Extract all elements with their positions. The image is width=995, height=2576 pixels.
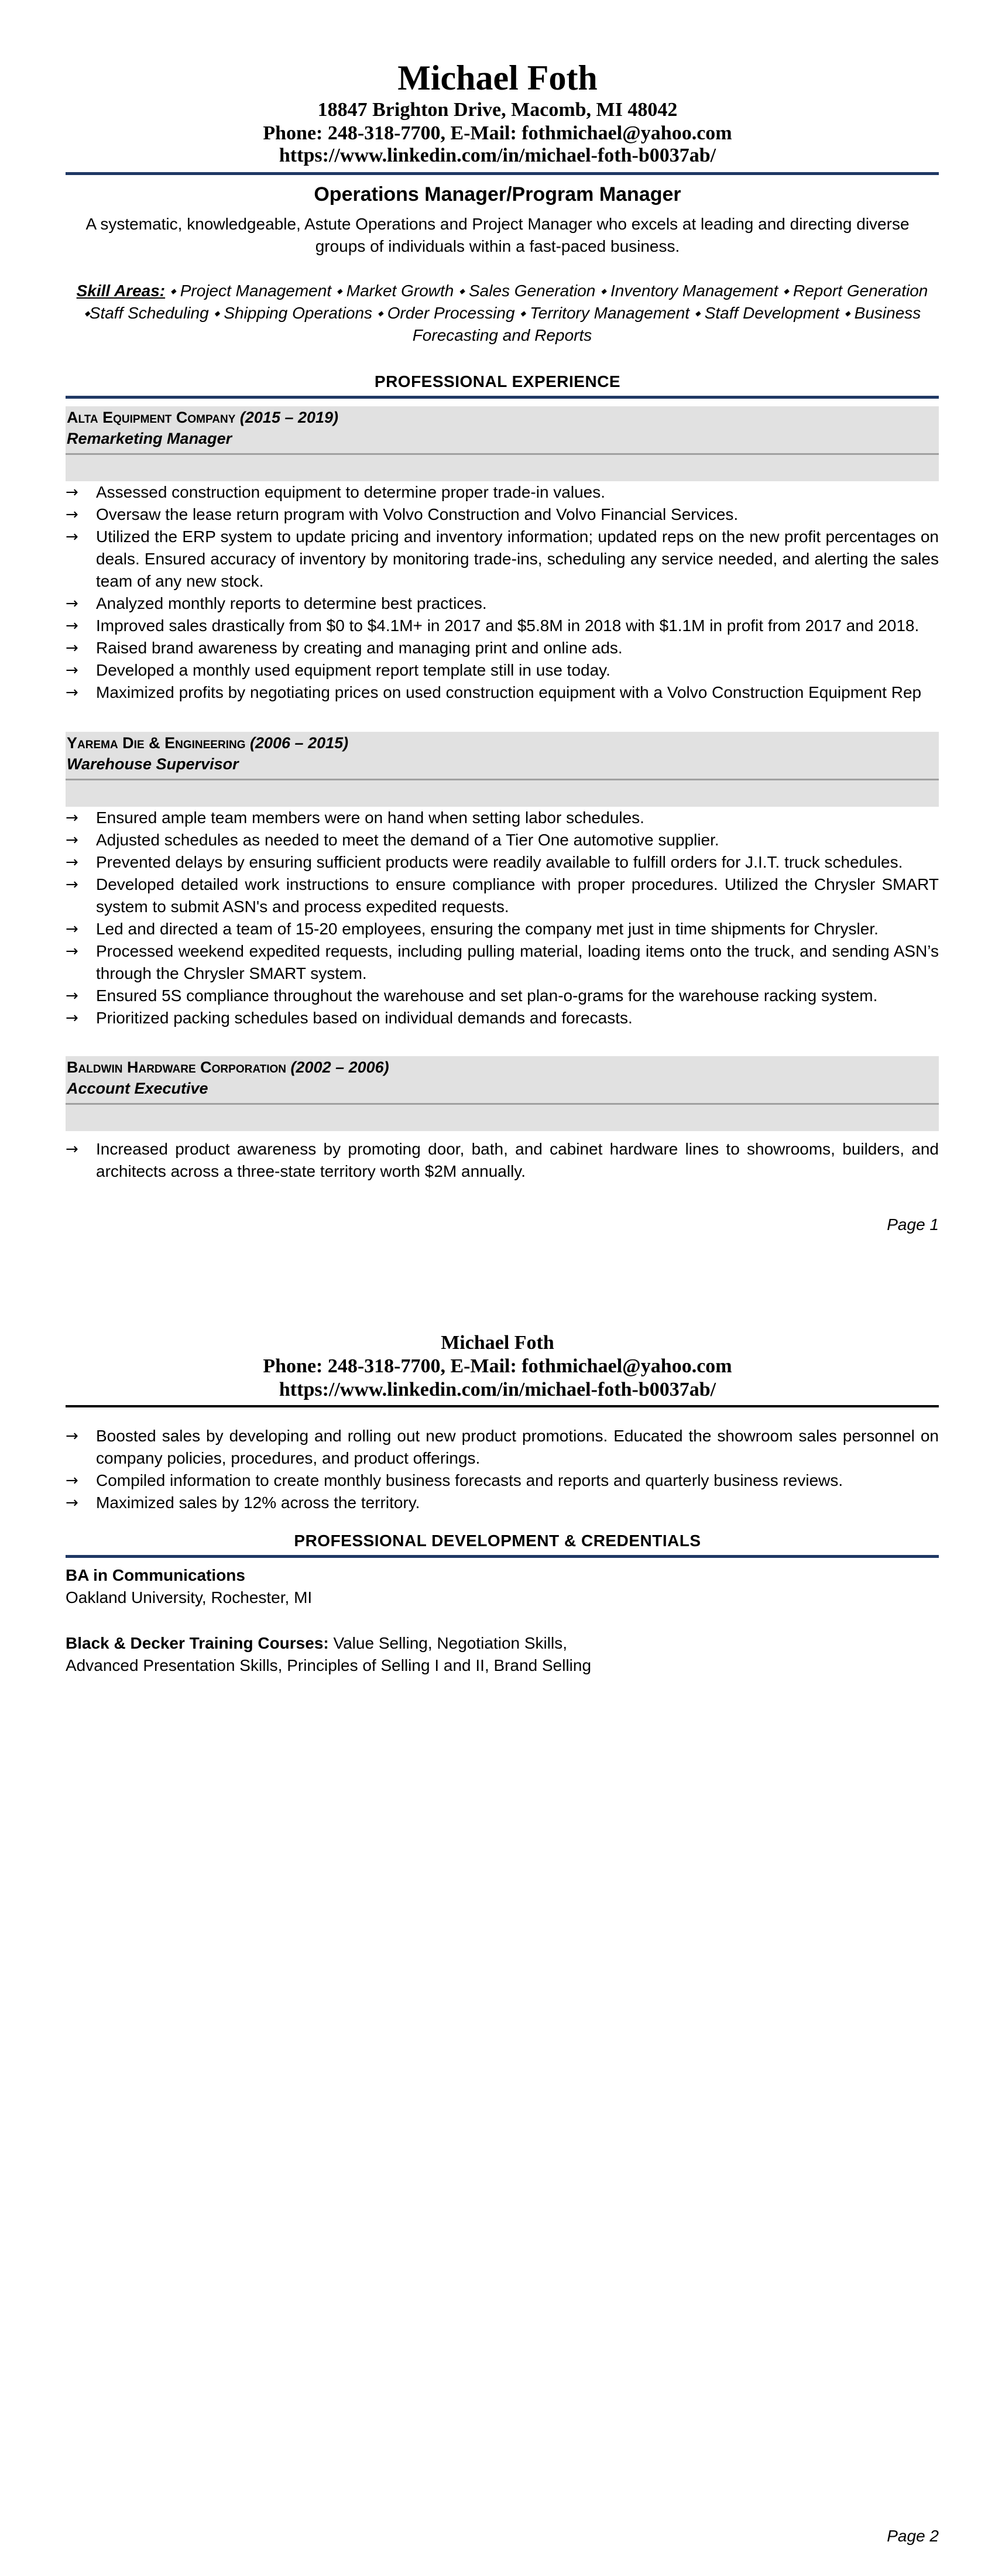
list-item: → Maximized sales by 12% across the territory. xyxy=(66,1492,939,1514)
arrow-bullet-icon: → xyxy=(66,809,78,827)
list-item: → Compiled information to create monthly business forecasts and reports and quarterly business reviews. xyxy=(66,1469,939,1492)
page-number: Page 1 xyxy=(887,1215,939,1234)
job-dates: (2006 – 2015) xyxy=(250,734,349,752)
experience-rule xyxy=(66,396,939,399)
job-header-baldwin xyxy=(66,1056,939,1131)
school: Oakland University, Rochester, MI xyxy=(66,1588,313,1606)
company-name: Yarema Die & Engineering xyxy=(67,734,246,752)
job-bullets-alta xyxy=(66,481,939,704)
arrow-bullet-icon: → xyxy=(66,662,78,679)
training-list-1: Value Selling, Negotiation Skills, xyxy=(328,1634,567,1652)
arrow-bullet-icon: → xyxy=(66,831,78,849)
arrow-bullet-icon: → xyxy=(66,943,78,960)
arrow-bullet-icon: → xyxy=(66,617,78,635)
job-dates: (2002 – 2006) xyxy=(290,1059,389,1076)
credentials-title: PROFESSIONAL DEVELOPMENT & CREDENTIALS xyxy=(294,1532,701,1550)
skill-areas xyxy=(66,280,939,347)
arrow-bullet-icon: → xyxy=(66,595,78,612)
job-company xyxy=(67,409,338,427)
credentials-rule xyxy=(66,1555,939,1558)
arrow-bullet-icon: → xyxy=(66,1427,78,1445)
list-item: → Developed detailed work instructions to ensure compliance with proper procedures. Utilized the Chrysler SMART system to submit ASN's and process expedited requests. xyxy=(66,873,939,918)
job-divider xyxy=(66,779,939,780)
list-item: → Ensured ample team members were on hand when setting labor schedules. xyxy=(66,807,939,829)
job-role: Account Executive xyxy=(67,1080,208,1097)
arrow-bullet-icon: → xyxy=(66,506,78,523)
header-rule xyxy=(66,1405,939,1407)
arrow-bullet-icon: → xyxy=(66,1140,78,1158)
arrow-bullet-icon: → xyxy=(66,876,78,893)
training-courses xyxy=(66,1632,939,1654)
resume-page-2 xyxy=(0,1288,995,2576)
arrow-bullet-icon: → xyxy=(66,528,78,546)
arrow-bullet-icon: → xyxy=(66,684,78,701)
list-item: → Increased product awareness by promoting door, bath, and cabinet hardware lines to showrooms, builders, and architects across a three-state territory worth $2M annually. xyxy=(66,1138,939,1183)
list-item: → Prioritized packing schedules based on individual demands and forecasts. xyxy=(66,1007,939,1029)
skill-areas-list: ⬩ Project Management ⬩ Market Growth ⬩ Sales Generation ⬩ Inventory Management ⬩ Report Generation ⬩Staff Scheduling ⬩ Shipping Operations ⬩ Order Processing ⬩ Territory Management ⬩ Staff Development ⬩ Business Forecasting and Reports xyxy=(83,282,928,344)
company-name: Baldwin Hardware Corporation xyxy=(67,1059,287,1076)
training-list-2: Advanced Presentation Skills, Principles of Selling I and II, Brand Selling xyxy=(66,1656,592,1674)
list-item: → Adjusted schedules as needed to meet the demand of a Tier One automotive supplier. xyxy=(66,829,939,851)
arrow-bullet-icon: → xyxy=(66,484,78,501)
address-line: 18847 Brighton Drive, Macomb, MI 48042 xyxy=(317,99,678,121)
job-bullets-yarema xyxy=(66,807,939,1029)
list-item: → Ensured 5S compliance throughout the warehouse and set plan-o-grams for the warehouse racking system. xyxy=(66,985,939,1007)
list-item: → Raised brand awareness by creating and managing print and online ads. xyxy=(66,637,939,659)
list-item: → Utilized the ERP system to update pricing and inventory information; updated reps on the new profit percentages on deals. Ensured accuracy of inventory by monitoring trade-ins, scheduling any service needed, and alerting the sales team of any new stock. xyxy=(66,526,939,592)
job-role: Warehouse Supervisor xyxy=(67,755,239,773)
list-item: → Led and directed a team of 15-20 employees, ensuring the company met just in time shipments for Chrysler. xyxy=(66,918,939,940)
arrow-bullet-icon: → xyxy=(66,639,78,657)
candidate-name: Michael Foth xyxy=(441,1332,554,1354)
degree xyxy=(66,1564,939,1587)
list-item: → Improved sales drastically from $0 to $4.1M+ in 2017 and $5.8M in 2018 with $1.1M in profit from 2017 and 2018. xyxy=(66,615,939,637)
job-divider xyxy=(66,1103,939,1105)
job-role: Remarketing Manager xyxy=(67,430,232,447)
degree-title: BA in Communications xyxy=(66,1566,245,1584)
arrow-bullet-icon: → xyxy=(66,1472,78,1489)
experience-title: PROFESSIONAL EXPERIENCE xyxy=(374,372,621,390)
skill-areas-label: Skill Areas: xyxy=(76,282,166,300)
list-item: → Oversaw the lease return program with Volvo Construction and Volvo Financial Services. xyxy=(66,503,939,526)
training-label: Black & Decker Training Courses: xyxy=(66,1634,329,1652)
phone-email-line: Phone: 248-318-7700, E-Mail: fothmichael@yahoo.com xyxy=(263,1355,732,1377)
list-item: → Analyzed monthly reports to determine best practices. xyxy=(66,592,939,615)
list-item: → Assessed construction equipment to determine proper trade-in values. xyxy=(66,481,939,503)
linkedin-line: https://www.linkedin.com/in/michael-foth-b0037ab/ xyxy=(279,145,716,166)
arrow-bullet-icon: → xyxy=(66,1009,78,1027)
linkedin-line: https://www.linkedin.com/in/michael-foth-b0037ab/ xyxy=(279,1379,716,1400)
list-item: → Prevented delays by ensuring sufficient products were readily available to fulfill orders for J.I.T. truck schedules. xyxy=(66,851,939,873)
header-rule xyxy=(66,172,939,175)
job-bullets-baldwin-continued xyxy=(66,1425,939,1514)
job-header-yarema xyxy=(66,732,939,807)
job-divider xyxy=(66,453,939,455)
page-number: Page 2 xyxy=(887,2527,939,2545)
phone-email-line: Phone: 248-318-7700, E-Mail: fothmichael@yahoo.com xyxy=(263,122,732,144)
job-dates: (2015 – 2019) xyxy=(239,409,339,426)
arrow-bullet-icon: → xyxy=(66,1494,78,1512)
job-company xyxy=(67,734,348,752)
list-item: → Developed a monthly used equipment report template still in use today. xyxy=(66,659,939,681)
arrow-bullet-icon: → xyxy=(66,920,78,938)
company-name: Alta Equipment Company xyxy=(67,409,236,426)
job-header-alta xyxy=(66,406,939,481)
arrow-bullet-icon: → xyxy=(66,854,78,871)
list-item: → Maximized profits by negotiating prices on used construction equipment with a Volvo Construction Equipment Rep xyxy=(66,681,939,704)
summary: A systematic, knowledgeable, Astute Operations and Project Manager who excels at leading and directing diverse groups of individuals within a fast-paced business. xyxy=(85,215,910,255)
job-bullets-baldwin xyxy=(66,1138,939,1183)
arrow-bullet-icon: → xyxy=(66,987,78,1005)
candidate-name: Michael Foth xyxy=(397,59,598,97)
job-company xyxy=(67,1059,389,1077)
list-item: → Boosted sales by developing and rolling out new product promotions. Educated the showroom sales personnel on company policies, procedures, and product offerings. xyxy=(66,1425,939,1469)
list-item: → Processed weekend expedited requests, including pulling material, loading items onto the truck, and sending ASN’s through the Chrysler SMART system. xyxy=(66,940,939,985)
headline: Operations Manager/Program Manager xyxy=(314,183,681,205)
